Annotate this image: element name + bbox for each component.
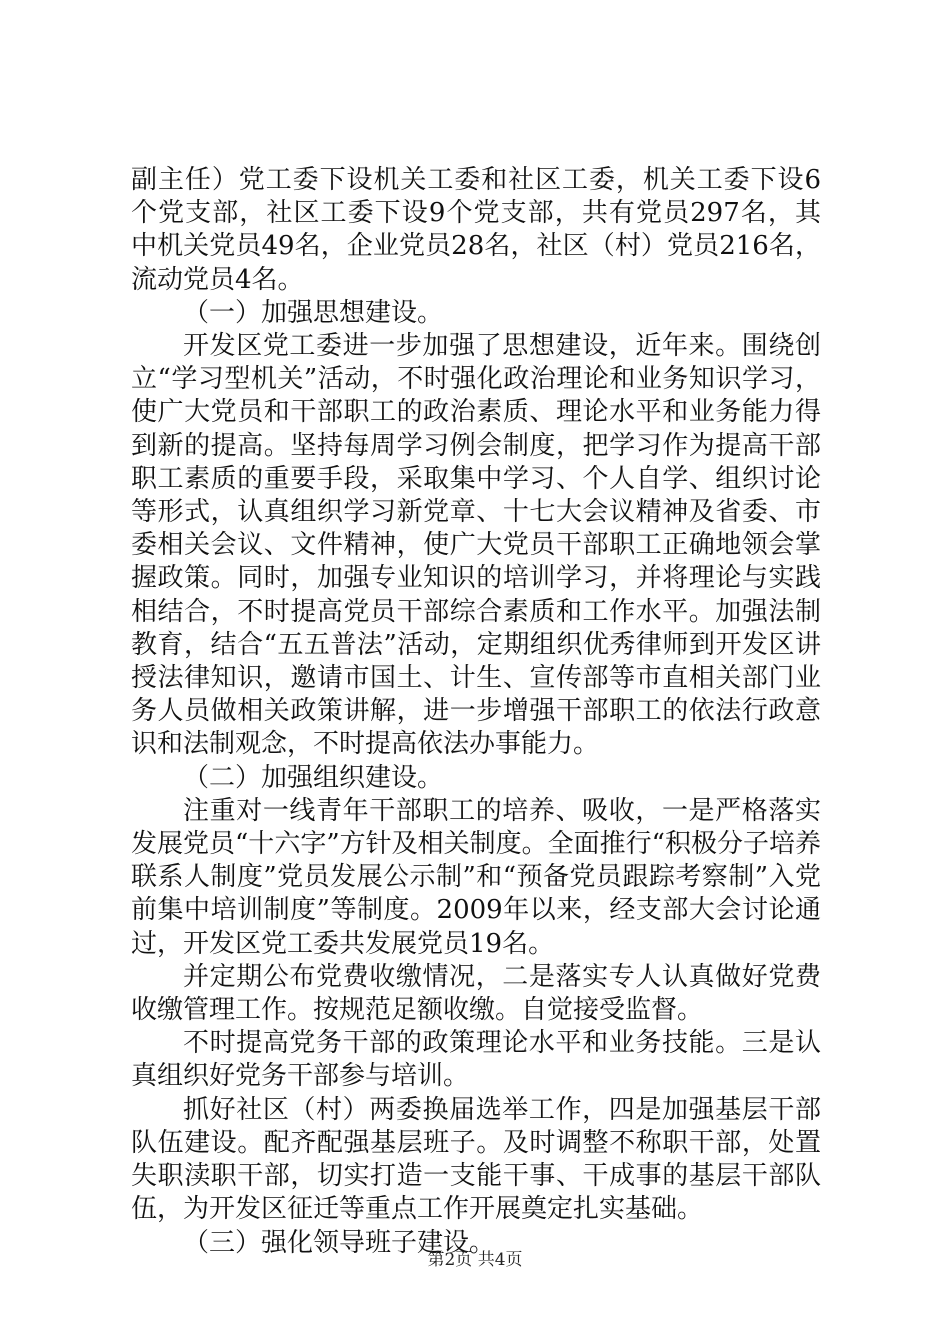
section-heading-thought-building: （一）加强思想建设。 <box>183 297 444 328</box>
document-body <box>131 164 821 1260</box>
paragraph-continuation: 副主任）党工委下设机关工委和社区工委，机关工委下设6个党支部，社区工委下设9个党支部，共有党员297名，其中机关党员49名，企业党员28名，社区（村）党员216名，流动党员4名。 <box>131 165 821 295</box>
section-heading-organization-building: （二）加强组织建设。 <box>183 762 444 793</box>
page-number-footer: 第2页 共4页 <box>427 1250 523 1270</box>
paragraph-staff-training: 不时提高党务干部的政策理论水平和业务技能。三是认真组织好党务干部参与培训。 <box>131 1028 821 1092</box>
section-heading-leadership-building: （三）强化领导班子建设。 <box>183 1227 496 1258</box>
paragraph-thought-building: 开发区党工委进一步加强了思想建设，近年来。围绕创立“学习型机关”活动，不时强化政治理论和业务知识学习，使广大党员和干部职工的政治素质、理论水平和业务能力得到新的提高。坚持每周学习例会制度，把学习作为提高干部职工素质的重要手段，采取集中学习、个人自学、组织讨论等形式，认真组织学习新党章、十七大会议精神及省委、市委相关会议、文件精神，使广大党员干部职工正确地领会掌握政策。同时，加强专业知识的培训学习，并将理论与实践相结合，不时提高党员干部综合素质和工作水平。加强法制教育，结合“五五普法”活动，定期组织优秀律师到开发区讲授法律知识，邀请市国土、计生、宣传部等市直相关部门业务人员做相关政策讲解，进一步增强干部职工的依法行政意识和法制观念，不时提高依法办事能力。 <box>131 331 821 760</box>
paragraph-party-dues: 并定期公布党费收缴情况，二是落实专人认真做好党费收缴管理工作。按规范足额收缴。自觉接受监督。 <box>131 961 821 1026</box>
paragraph-grassroots-team: 抓好社区（村）两委换届选举工作，四是加强基层干部队伍建设。配齐配强基层班子。及时调整不称职干部，处置失职渎职干部，切实打造一支能干事、干成事的基层干部队伍，为开发区征迁等重点工作开展奠定扎实基础。 <box>131 1094 821 1225</box>
paragraph-member-development: 注重对一线青年干部职工的培养、吸收，一是严格落实发展党员“十六字”方针及相关制度。全面推行“积极分子培养联系人制度”党员发展公示制”和“预备党员跟踪考察制”入党前集中培训制度”等制度。2009年以来，经支部大会讨论通过，开发区党工委共发展党员19名。 <box>131 795 821 959</box>
